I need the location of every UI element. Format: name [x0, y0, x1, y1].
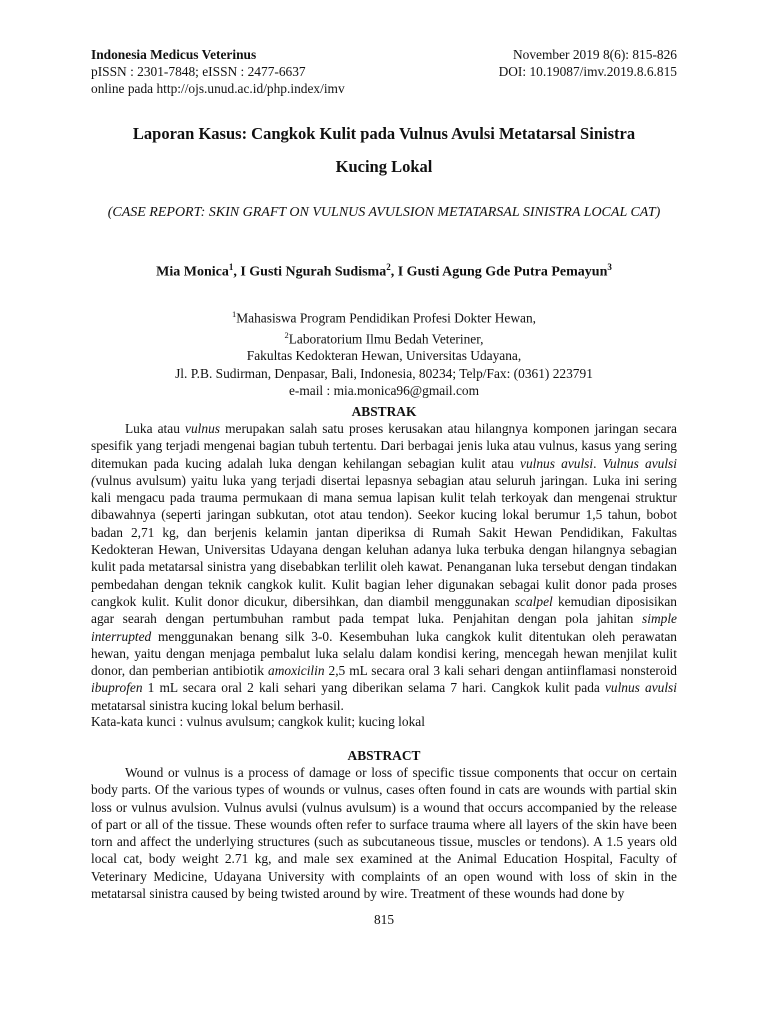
abstrak-text-1: Luka atau — [125, 421, 186, 436]
author-list — [40, 262, 728, 281]
affiliation-line-3: Fakultas Kedokteran Hewan, Universitas Udayana, — [246, 348, 522, 364]
abstrak-italic-3: Vulnus avulsi ( — [91, 455, 677, 488]
author-1-sup: 1 — [228, 262, 234, 272]
author-2: , I Gusti Ngurah Sudisma — [233, 264, 387, 280]
abstrak-text-3: . — [593, 455, 603, 471]
journal-name: Indonesia Medicus Veterinus — [91, 47, 257, 62]
doi: DOI: 10.19087/imv.2019.8.6.815 — [498, 64, 677, 79]
affiliation-line-1 — [91, 306, 677, 327]
paper-title — [91, 117, 677, 183]
abstrak-italic-7: ibuprofen — [91, 680, 143, 696]
affiliation-email: e-mail : mia.monica96@gmail.com — [288, 382, 480, 398]
abstrak-italic-4: scalpel — [514, 593, 553, 609]
abstrak-text-8: 1 mL secara oral 2 kali sehari yang diberikan selama 7 hari. Cangkok kulit pada — [142, 680, 605, 696]
abstrak-italic-2: vulnus avulsi — [520, 455, 594, 471]
affiliation-sup-1: 1 — [232, 309, 237, 319]
abstrak-italic-6: amoxicilin — [268, 663, 325, 679]
abstrak-text-2: merupakan salah satu proses kerusakan atau hilangnya komponen jaringan secara spesifik yang terjadi mengenai bagian tubuh tertentu. Dari berbagai jenis luka atau vulnus, kasus yang sering ditemukan pada kucing adalah luka dengan kehilangan sebagian kulit atau — [91, 421, 677, 471]
issue-date: November 2019 8(6): 815-826 — [512, 47, 677, 62]
title-line-1: Laporan Kasus: Cangkok Kulit pada Vulnus Avulsi Metatarsal Sinistra — [132, 124, 636, 143]
abstrak-italic-8: vulnus avulsi — [604, 680, 677, 696]
keywords: Kata-kata kunci : vulnus avulsum; cangkok kulit; kucing lokal — [91, 714, 425, 729]
header-right — [499, 46, 677, 80]
title-line-2: Kucing Lokal — [335, 157, 433, 176]
abstrak-italic-1: vulnus — [185, 421, 220, 436]
online-url: online pada http://ojs.unud.ac.id/php.index/imv — [91, 81, 345, 96]
affiliation-text-2: Laboratorium Ilmu Bedah Veteriner, — [288, 331, 484, 347]
abstrak-text-4: vulnus avulsum) yaitu luka yang terjadi disertai lepasnya sebagian atau seluruh jaringan. Luka ini sering kali mengacu pada trauma permukaan di mana semua lapisan kulit telah terkoyak dan mengenai struktur dibawahnya (seperti jaringan subkutan, otot atau tendon). Seekor kucing lokal berumur 1,5 tahun, bobot badan 2,71 kg, dan berjenis kelamin jantan diperiksa di Rumah Sakit Hewan Pendidikan, Fakultas Kedokteran Hewan, Universitas Udayana dengan keluhan adanya luka terbuka dengan hilangnya sebagian kulit pada metatarsal sinistra yang disebabkan terlilit oleh kawat. Penanganan luka tersebut dengan tindakan pembedahan dengan teknik cangkok kulit. Kulit bagian leher digunakan sebagai kulit donor pada proses cangkok kulit. Kulit donor dicukur, dibersihkan, dan diambil menggunakan — [91, 472, 677, 609]
page-number: 815 — [373, 912, 395, 927]
author-3-sup: 3 — [607, 262, 612, 272]
affiliation-sup-2: 2 — [284, 329, 289, 340]
author-2-sup: 2 — [386, 262, 391, 272]
abstract-heading: ABSTRACT — [347, 748, 421, 763]
abstrak-italic-5: simple interrupted — [91, 611, 677, 644]
abstrak-heading: ABSTRAK — [351, 404, 417, 419]
abstrak-text-7: 2,5 mL secara oral 3 kali sehari dengan antiinflamasi nonsteroid — [324, 663, 677, 679]
affiliation-block — [91, 306, 677, 399]
header-left — [91, 46, 345, 97]
author-3: , I Gusti Agung Gde Putra Pemayun — [390, 264, 608, 280]
affiliation-line-4: Jl. P.B. Sudirman, Denpasar, Bali, Indonesia, 80234; Telp/Fax: (0361) 223791 — [175, 365, 593, 381]
affiliation-text-1: Mahasiswa Program Pendidikan Profesi Dokter Hewan, — [236, 310, 536, 326]
abstrak-text-6: menggunakan benang silk 3-0. Kesembuhan luka cangkok kulit ditentukan oleh perawatan hewan, yaitu dengan menjaga pembalut luka selalu dalam kondisi kering, mencegah hewan menjilat kulit donor, dan pemberian antibiotik — [91, 628, 677, 679]
affiliation-line-2 — [91, 327, 677, 348]
english-title: (CASE REPORT: SKIN GRAFT ON VULNUS AVULSION METATARSAL SINISTRA LOCAL CAT) — [107, 205, 661, 220]
abstrak-text-9: metatarsal sinistra kucing lokal belum berhasil. — [91, 697, 344, 713]
abstrak-text-5: kemudian diposisikan agar searah dengan pertumbuhan rambut pada tempat luka. Penjahitan dengan pola jahitan — [91, 593, 677, 627]
issn-line: pISSN : 2301-7848; eISSN : 2477-6637 — [91, 64, 306, 79]
author-1: Mia Monica — [156, 264, 229, 280]
abstrak-paragraph — [91, 420, 677, 714]
abstract-paragraph: Wound or vulnus is a process of damage or loss of specific tissue components that occur on certain body parts. Of the various types of wounds or vulnus, cases often found in cats are wounds with partial skin loss or vulnus avulsion. Vulnus avulsi (vulnus avulsum) is a wound that occurs accompanied by the release of part or all of the tissue. These wounds often refer to surface trauma where all layers of the skin have been torn and affect the underlying structures (such as subcutaneous tissue, muscles or tendons). A 1.5 years old local cat, body weight 2.71 kg, and male sex examined at the Animal Education Hospital, Faculty of Veterinary Medicine, Udayana University with complaints of an open wound with loss of skin in the metatarsal sinistra caused by being twisted around by wire. Treatment of these wounds had done by — [91, 765, 677, 902]
